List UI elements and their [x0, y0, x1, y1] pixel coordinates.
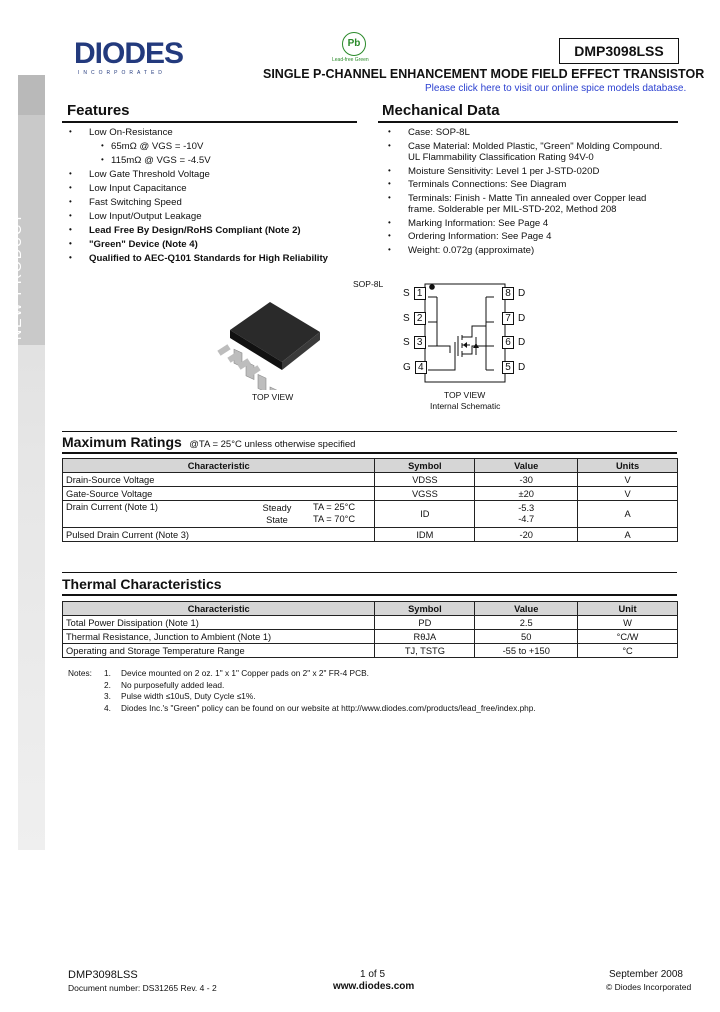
pin-number: 1 — [414, 287, 426, 300]
feature-item — [101, 155, 211, 166]
table-row — [63, 501, 678, 528]
table-row — [63, 616, 678, 630]
sidebar-band-top — [18, 75, 45, 115]
mechanical-rule — [378, 121, 678, 123]
bullet-icon: • — [388, 231, 391, 240]
schematic-caption: Internal Schematic — [430, 401, 501, 411]
bullet-icon: • — [69, 225, 72, 234]
footer-part: DMP3098LSS — [68, 969, 138, 981]
cell-value: 50 — [475, 630, 578, 644]
feature-item — [69, 211, 202, 222]
cell-unit: W — [578, 616, 678, 630]
cell-char: Total Power Dissipation (Note 1) — [63, 616, 375, 630]
bullet-icon: • — [69, 197, 72, 206]
thermal-rule-top — [62, 572, 677, 573]
note-text: Device mounted on 2 oz. 1" x 1" Copper pads on 2" x 2" FR-4 PCB. — [121, 668, 369, 678]
mechanical-text: Marking Information: See Page 4 — [408, 217, 549, 229]
bullet-icon: • — [388, 244, 391, 254]
mechanical-item — [388, 127, 470, 138]
thermal-rule — [62, 594, 677, 596]
mechanical-text: Weight: 0.072g (approximate) — [408, 244, 535, 256]
cell-unit: A — [578, 528, 678, 542]
cell-sub: Steady State — [262, 503, 292, 525]
note-item — [104, 680, 224, 690]
cell-value: 2.5 — [475, 616, 578, 630]
cell-symbol: TJ, TSTG — [375, 644, 475, 658]
note-number: 1. — [104, 668, 111, 678]
company-logo: DIODES — [74, 37, 184, 70]
features-rule — [62, 121, 357, 123]
bullet-icon: • — [101, 155, 104, 164]
cell-char: Thermal Resistance, Junction to Ambient (Note 1) — [63, 630, 375, 644]
cell-symbol: ID — [375, 501, 475, 528]
cell-symbol: VDSS — [375, 473, 475, 487]
feature-text: Fast Switching Speed — [89, 197, 182, 208]
feature-item — [69, 225, 301, 236]
feature-text: "Green" Device (Note 4) — [89, 239, 198, 250]
company-logo-sub: INCORPORATED — [78, 70, 166, 76]
mechanical-item — [388, 179, 567, 190]
package-name: SOP-8L — [353, 279, 384, 289]
table-row — [63, 473, 678, 487]
mechanical-list — [388, 127, 678, 267]
pin-label: D — [518, 288, 526, 299]
pin-right — [502, 361, 525, 374]
cell-value: -55 to +150 — [475, 644, 578, 658]
feature-text: 65mΩ @ VGS = -10V — [111, 141, 204, 152]
col-symbol: Symbol — [375, 602, 475, 616]
feature-item — [69, 169, 210, 180]
feature-text: Low Gate Threshold Voltage — [89, 169, 210, 180]
bullet-icon: • — [388, 140, 391, 150]
note-text: Diodes Inc.'s "Green" policy can be found on our website at http://www.diodes.com/products/lead_free/index.php. — [121, 702, 536, 713]
bullet-icon: • — [388, 165, 391, 175]
bullet-icon: • — [388, 217, 391, 227]
bullet-icon: • — [388, 127, 391, 136]
pin-label: D — [518, 337, 526, 348]
table-row — [63, 644, 678, 658]
col-characteristic: Characteristic — [63, 602, 375, 616]
feature-item — [101, 141, 204, 152]
feature-item — [69, 127, 173, 138]
pin-number: 4 — [415, 361, 427, 374]
cell-char: Gate-Source Voltage — [63, 487, 375, 501]
mechanical-item — [408, 152, 594, 163]
mechanical-item — [388, 231, 552, 242]
feature-item — [69, 183, 187, 194]
cell-unit: °C — [578, 644, 678, 658]
feature-text: 115mΩ @ VGS = -4.5V — [111, 155, 211, 166]
sop8-package-icon — [210, 290, 330, 390]
cell-char-text: Drain Current (Note 1) — [66, 502, 158, 512]
pin-label: S — [403, 288, 410, 299]
thermal-table — [62, 601, 678, 658]
package-top-view: TOP VIEW — [252, 392, 294, 402]
cell-char: Drain-Source Voltage — [63, 473, 375, 487]
cell-value: -20 — [475, 528, 578, 542]
mechanical-text: Case Material: Molded Plastic, "Green" Molding Compound. — [408, 140, 663, 152]
cell-symbol: IDM — [375, 528, 475, 542]
cell-unit: °C/W — [578, 630, 678, 644]
pin-right — [502, 312, 525, 325]
cell-char — [63, 501, 375, 528]
note-number: 3. — [104, 691, 111, 701]
pin-left — [403, 336, 426, 349]
pin-number: 8 — [502, 287, 514, 300]
max-ratings-header — [62, 434, 355, 452]
note-number: 2. — [104, 679, 111, 690]
mechanical-item — [388, 165, 600, 177]
bullet-icon: • — [101, 141, 104, 150]
mechanical-text: Moisture Sensitivity: Level 1 per J-STD-020D — [408, 165, 600, 177]
mechanical-text: Ordering Information: See Page 4 — [408, 231, 552, 242]
pin-number: 2 — [414, 312, 426, 325]
features-heading: Features — [67, 102, 130, 119]
cell-cond: TA = 25°C — [313, 502, 356, 512]
notes-list — [104, 668, 674, 716]
mechanical-item — [388, 140, 663, 152]
pin-left — [403, 312, 426, 325]
cell-value-2: -4.7 — [518, 514, 535, 524]
cell-value: ±20 — [475, 487, 578, 501]
cell-char: Pulsed Drain Current (Note 3) — [63, 528, 375, 542]
bullet-icon: • — [69, 169, 72, 178]
max-ratings-heading: Maximum Ratings — [62, 434, 182, 450]
cell-cond2: TA = 70°C — [313, 514, 356, 524]
note-text: No purposefully added lead. — [121, 679, 225, 690]
mechanical-text: Terminals Connections: See Diagram — [408, 179, 567, 190]
feature-item — [69, 253, 328, 264]
pin-number: 5 — [502, 361, 514, 374]
col-units: Units — [578, 459, 678, 473]
table-row — [63, 528, 678, 542]
pin-number: 3 — [414, 336, 426, 349]
cell-symbol: VGSS — [375, 487, 475, 501]
feature-item — [69, 197, 182, 208]
pin-left — [403, 361, 427, 374]
table-header-row — [63, 602, 678, 616]
pb-caption: Lead-free Green — [332, 57, 369, 63]
bullet-icon: • — [69, 183, 72, 192]
feature-text: Low On-Resistance — [89, 127, 173, 138]
cell-char: Operating and Storage Temperature Range — [63, 644, 375, 658]
pin-label: D — [518, 312, 526, 324]
cell-symbol: PD — [375, 616, 475, 630]
max-ratings-rule-top — [62, 431, 677, 432]
col-value: Value — [475, 459, 578, 473]
pin-number: 6 — [502, 336, 514, 349]
pin-right — [502, 287, 525, 300]
features-list — [69, 127, 369, 267]
max-ratings-condition: @TA = 25°C unless otherwise specified — [189, 439, 356, 450]
pin-label: G — [403, 361, 411, 373]
cell-value-1: -5.3 — [518, 503, 535, 513]
col-value: Value — [475, 602, 578, 616]
bullet-icon: • — [388, 179, 391, 188]
cell-value — [475, 501, 578, 528]
note-item — [104, 703, 536, 713]
bullet-icon: • — [388, 192, 391, 202]
cell-unit: A — [578, 501, 678, 528]
note-item — [104, 668, 369, 678]
schematic-pins-left — [400, 287, 430, 387]
mechanical-item — [408, 204, 617, 215]
sidebar-label: NEW PRODUCT — [8, 212, 24, 340]
note-item — [104, 691, 256, 701]
thermal-heading: Thermal Characteristics — [62, 576, 222, 592]
bullet-icon: • — [69, 211, 72, 220]
footer-doc: Document number: DS31265 Rev. 4 - 2 — [68, 983, 217, 993]
cell-symbol: RθJA — [375, 630, 475, 644]
pin-number: 7 — [502, 312, 514, 325]
footer-copyright: © Diodes Incorporated — [606, 982, 692, 992]
feature-text: Low Input/Output Leakage — [89, 211, 202, 222]
footer-website-link[interactable]: www.diodes.com — [333, 981, 415, 992]
mechanical-item — [388, 244, 535, 256]
feature-text: Low Input Capacitance — [89, 183, 187, 194]
feature-text: Qualified to AEC-Q101 Standards for High Reliability — [89, 253, 328, 264]
feature-item — [69, 239, 198, 250]
table-header-row — [63, 459, 678, 473]
pin-label: S — [403, 337, 410, 348]
footer-page: 1 of 5 — [360, 969, 386, 980]
col-symbol: Symbol — [375, 459, 475, 473]
bullet-icon: • — [69, 239, 72, 248]
pb-free-icon: Pb — [342, 32, 366, 56]
schematic-pins-right — [500, 287, 530, 387]
footer-date: September 2008 — [609, 969, 683, 980]
table-row — [63, 630, 678, 644]
table-row — [63, 487, 678, 501]
bullet-icon: • — [69, 127, 72, 136]
spice-models-link[interactable]: Please click here to visit our online spice models database. — [425, 83, 687, 94]
col-unit: Unit — [578, 602, 678, 616]
part-number-box: DMP3098LSS — [559, 38, 679, 64]
mechanical-text: frame. Solderable per MIL-STD-202, Method 208 — [408, 204, 617, 215]
notes-label: Notes: — [68, 668, 92, 678]
pin-label: S — [403, 312, 410, 324]
note-text: Pulse width ≤10uS, Duty Cycle ≤1%. — [121, 691, 256, 701]
schematic-top-view: TOP VIEW — [444, 390, 486, 400]
cell-unit: V — [578, 487, 678, 501]
max-ratings-table — [62, 458, 678, 542]
mechanical-item — [388, 217, 549, 229]
max-ratings-rule — [62, 452, 677, 454]
cell-value: -30 — [475, 473, 578, 487]
pin-left — [403, 287, 426, 300]
mechanical-text: UL Flammability Classification Rating 94V-0 — [408, 152, 594, 163]
feature-text: Lead Free By Design/RoHS Compliant (Note 2) — [89, 225, 301, 236]
mechanical-text: Case: SOP-8L — [408, 127, 470, 138]
mechanical-heading: Mechanical Data — [382, 102, 500, 119]
bullet-icon: • — [69, 253, 72, 262]
col-characteristic: Characteristic — [63, 459, 375, 473]
cell-unit: V — [578, 473, 678, 487]
note-number: 4. — [104, 702, 111, 713]
pin-right — [502, 336, 525, 349]
page-title: SINGLE P-CHANNEL ENHANCEMENT MODE FIELD EFFECT TRANSISTOR — [263, 67, 705, 81]
mechanical-item — [388, 192, 647, 204]
mechanical-text: Terminals: Finish - Matte Tin annealed over Copper lead — [408, 192, 647, 204]
pin-label: D — [518, 361, 526, 373]
